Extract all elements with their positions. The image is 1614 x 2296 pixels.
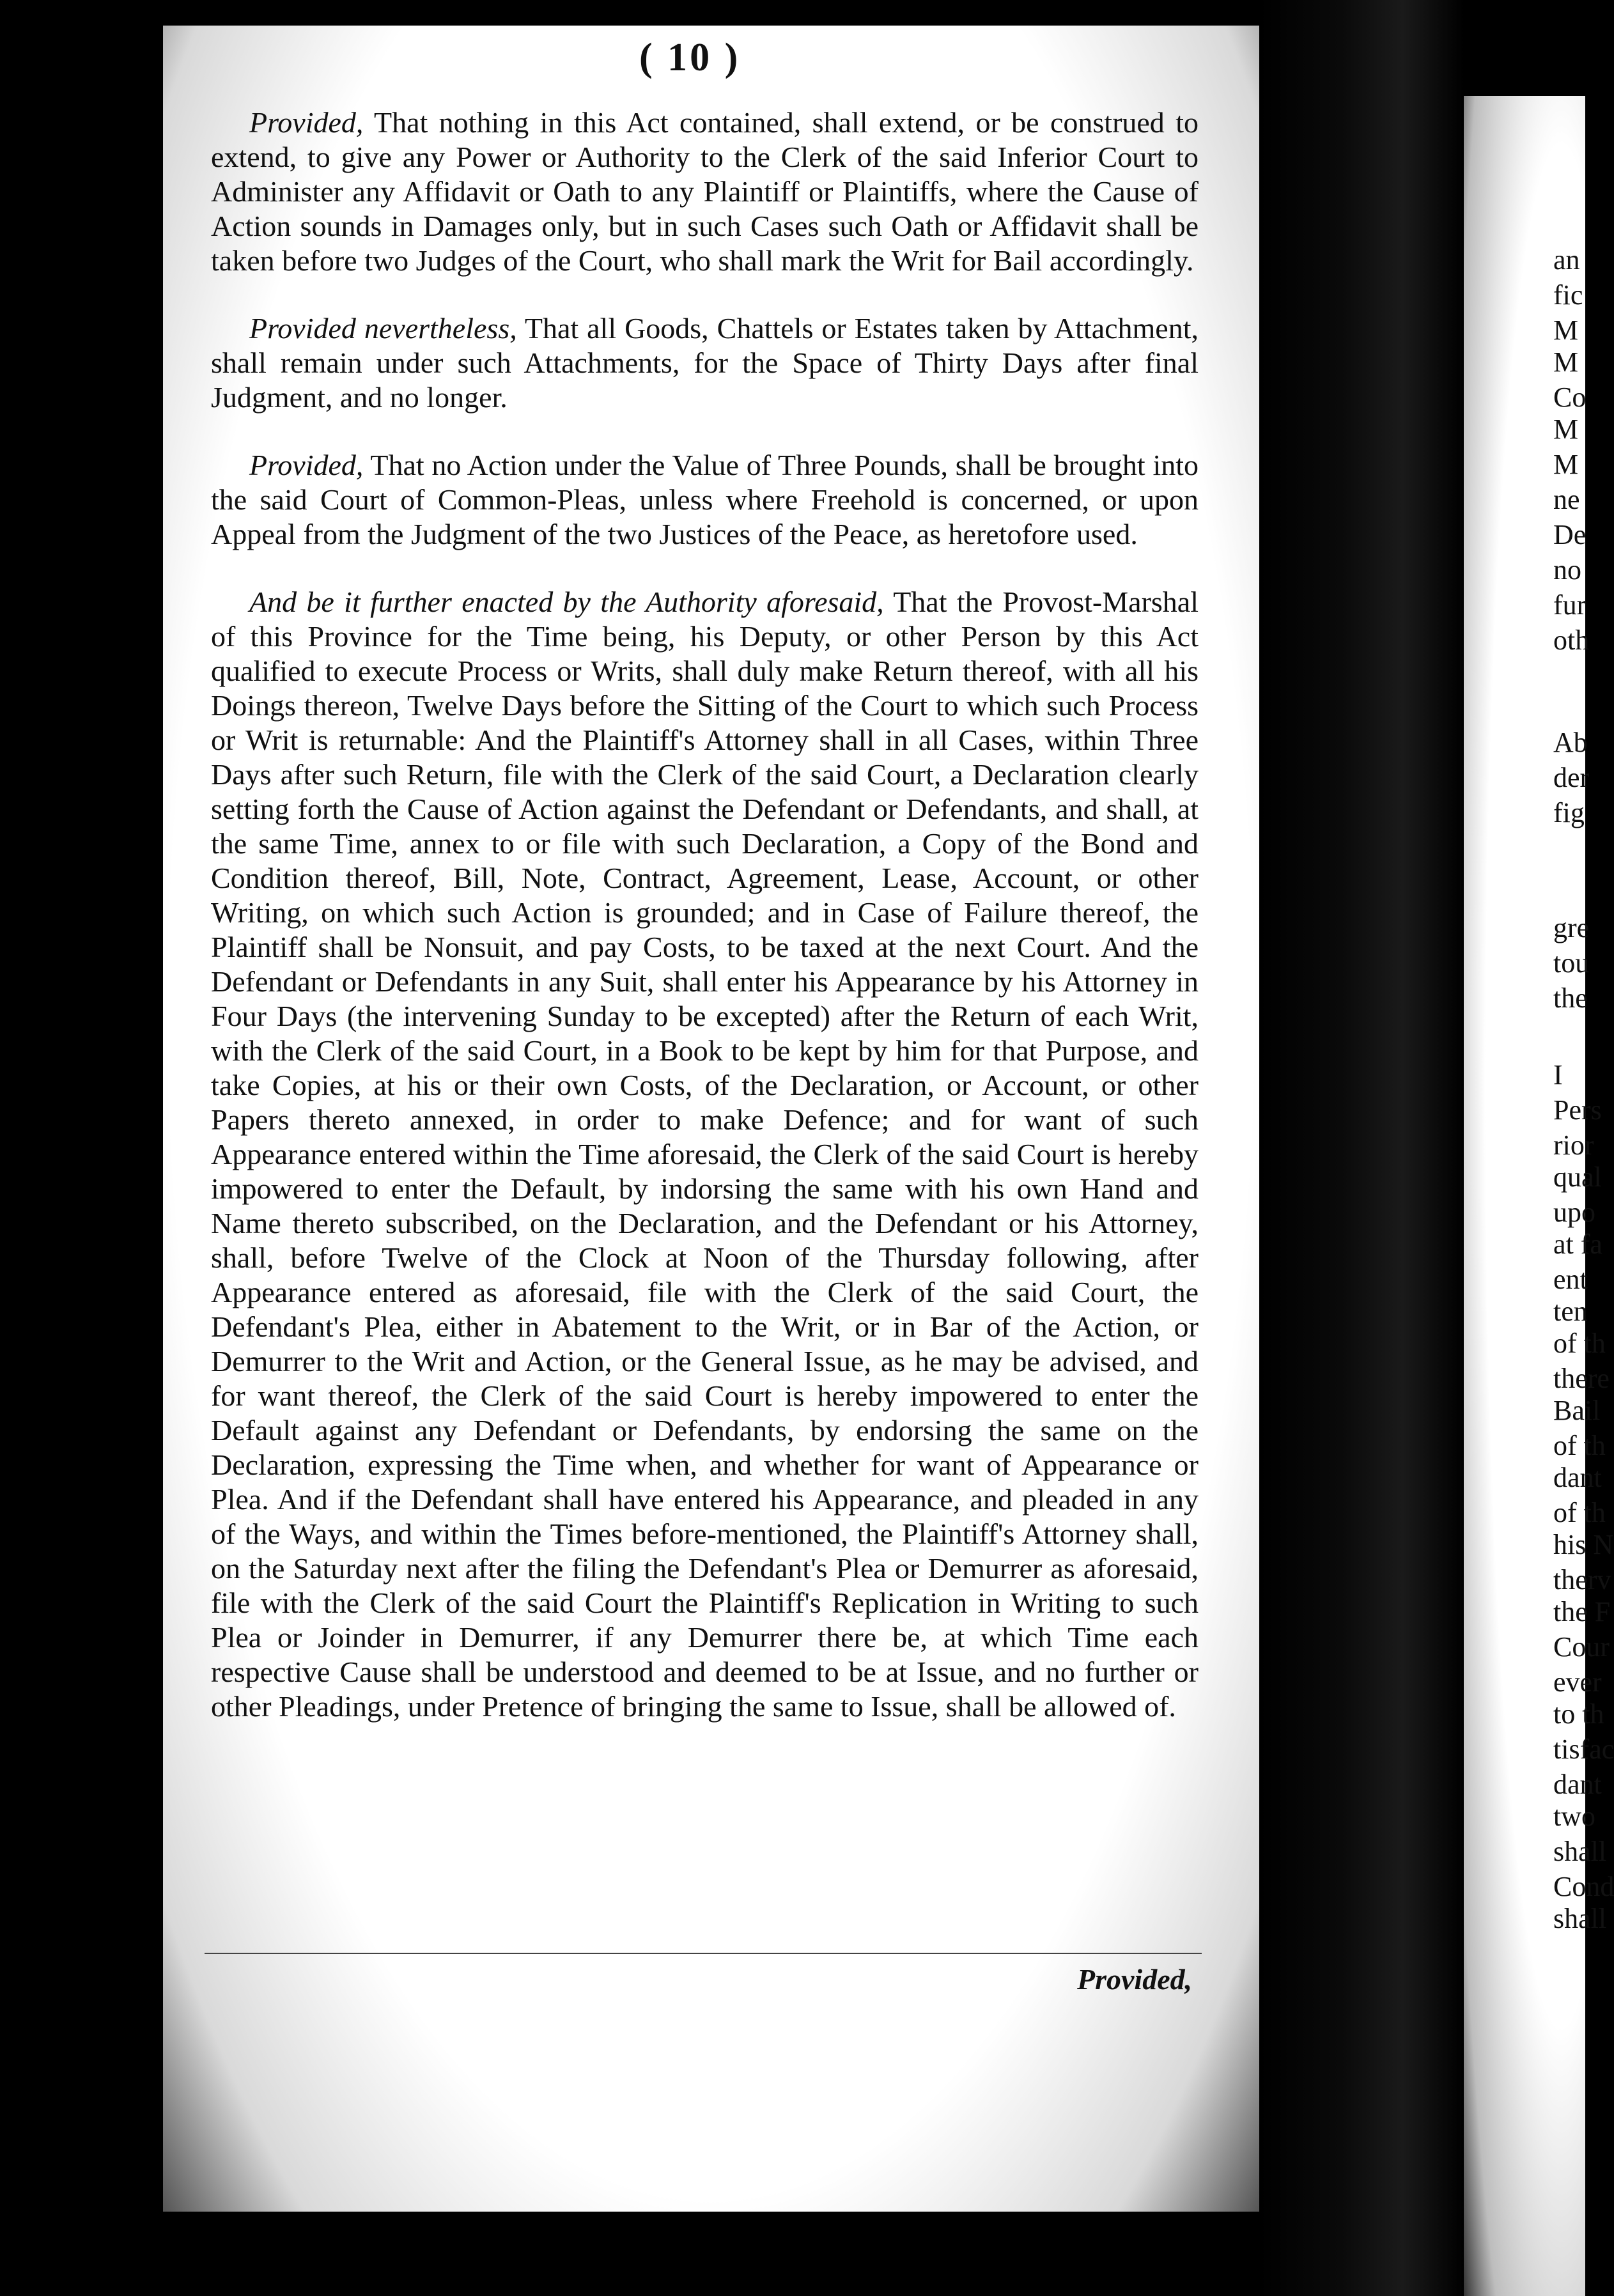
facing-page-line: Cond: [1553, 1871, 1614, 1902]
facing-page-line: there: [1553, 1363, 1610, 1394]
facing-page-line: I: [1553, 1059, 1563, 1090]
facing-page-line: De: [1553, 519, 1587, 550]
facing-page-line: the: [1553, 982, 1588, 1014]
facing-page-line: of th: [1553, 1430, 1606, 1461]
facing-page-line: an: [1553, 244, 1580, 275]
facing-page-line: qual: [1553, 1161, 1602, 1193]
facing-page-line: ever: [1553, 1666, 1602, 1698]
facing-page-line: fic: [1553, 279, 1583, 311]
book-gutter: [1259, 0, 1464, 2296]
paragraph-body: That all Goods, Chattels or Estates taken by Attachment, shall remain under such Attachments, for the Space of Thirty Days after final Judgment, and no longer.: [211, 312, 1199, 414]
facing-page-line: Cour: [1553, 1631, 1610, 1663]
facing-page-line: Co: [1553, 382, 1587, 413]
facing-page-line: ne: [1553, 484, 1580, 515]
facing-page-line: M: [1553, 449, 1579, 480]
facing-page-line: dant: [1553, 1462, 1602, 1493]
paragraph-3: [211, 448, 1199, 552]
facing-page-line: of th: [1553, 1328, 1606, 1359]
facing-page-line: of th: [1553, 1497, 1606, 1528]
paragraph-2: [211, 311, 1199, 415]
facing-page-line: no: [1553, 554, 1581, 586]
facing-page-line: two: [1553, 1801, 1595, 1832]
facing-page-line: tisfac: [1553, 1734, 1614, 1765]
paragraph-body: That no Action under the Value of Three Pounds, shall be brought into the said Court of Common-Pleas, unless where Freehold is concerned, or upon Appeal from the Judgment of the two Justices of the Peace, as heretofore used.: [211, 449, 1199, 550]
facing-page-line: der: [1553, 762, 1590, 793]
facing-page-line: his N: [1553, 1529, 1614, 1560]
facing-page-line: the F: [1553, 1596, 1611, 1627]
paragraph-body: That the Provost-Marshal of this Province for the Time being, his Deputy, or other Person by this Act qualified to execute Process or Writs, shall duly make Return thereof, with all his Doings thereon, Twelve Days before the Sitting of the Court to which such Process or Writ is returnable: And the Plaintiff's Attorney shall in all Cases, within Three Days after such Return, file with the Clerk of the said Court, a Declaration clearly setting forth the Cause of Action against the Defendant or Defendants, and shall, at the same Time, annex to or file with such Declaration, a Copy of the Bond and Condition thereof, Bill, Note, Contract, Agreement, Lease, Account, or other Writing, on which such Action is grounded; and in Case of Failure thereof, the Plaintiff shall be Nonsuit, and pay Costs, to be taxed at the next Court. And the Defendant or Defendants in any Suit, shall enter his Appearance by his Attorney in Four Days (the intervening Sunday to be excepted) after the Return of each Writ, with the Clerk of the said Court, in a Book to be kept by him for that Purpose, and take Copies, at his or their own Costs, of the Declaration, or Account, or other Papers thereto annexed, in order to make Defence; and for want of such Appearance entered within the Time aforesaid, the Clerk of the said Court is hereby impowered to enter the Default, by indorsing the same with his own Hand and Name thereto subscribed, on the Declaration, and the Defendant or his Attorney, shall, before Twelve of the Clock at Noon of the Thursday following, after Appearance entered as aforesaid, file with the Clerk of the said Court, the Defendant's Plea, either in Abatement to the Writ, or in Bar of the Action, or Demurrer to the Writ and Action, or the General Issue, as he may be advised, and for want thereof, the Clerk of the said Court is hereby impowered to enter the Default against any Defendant or Defendants, by endorsing the same on the Declaration, expressing the Time when, and whether for want of Appearance or Plea. And if the Defendant shall have entered his Appearance, and pleaded in any of the Ways, and within the Times before-mentioned, the Plaintiff's Attorney shall, on the Saturday next after the filing the Defendant's Plea or Demurrer as aforesaid, file with the Clerk of the said Court the Plaintiff's Replication in Writing to such Plea or Joinder in Demurrer, if any Demurrer there be, at which Time each respective Cause shall be understood and deemed to be at Issue, and no further or other Pleadings, under Pretence of bringing the same to Issue, shall be allowed of.: [211, 586, 1199, 1723]
paragraph-body: That nothing in this Act contained, shall extend, or be construed to extend, to give any Power or Authority to the Clerk of the said Inferior Court to Administer any Affidavit or Oath to any Plaintiff or Plaintiffs, where the Cause of Action sounds in Damages only, but in such Cases such Oath or Affidavit shall be taken before two Judges of the Court, who shall mark the Writ for Bail accordingly.: [211, 106, 1199, 277]
paragraph-4: [211, 585, 1199, 1724]
facing-page-line: tou: [1553, 947, 1590, 979]
facing-page-line: ent: [1553, 1264, 1588, 1295]
facing-page-line: shall: [1553, 1903, 1607, 1934]
facing-page-line: fig: [1553, 797, 1585, 828]
facing-page-line: fur: [1553, 589, 1587, 621]
facing-page-line: ten: [1553, 1296, 1588, 1327]
bottom-rule: [205, 1953, 1202, 1954]
facing-page-line: shall: [1553, 1836, 1607, 1867]
facing-page-line: dant: [1553, 1769, 1602, 1800]
facing-page-line: rior: [1553, 1129, 1594, 1161]
facing-page-line: M: [1553, 346, 1579, 378]
facing-page-line: at fa: [1553, 1229, 1602, 1260]
facing-page-line: oth: [1553, 624, 1590, 656]
facing-page-line: Bail: [1553, 1395, 1601, 1426]
paragraph-lead: Provided,: [249, 106, 364, 139]
facing-page-line: to th: [1553, 1698, 1604, 1730]
facing-page-line: Ab: [1553, 727, 1588, 758]
paragraph-1: [211, 105, 1199, 278]
facing-page-line: gre: [1553, 912, 1590, 943]
facing-page-line: Pers: [1553, 1094, 1602, 1126]
paragraph-lead: Provided nevertheless,: [249, 312, 517, 345]
paragraph-lead: And be it further enacted by the Authority aforesaid,: [249, 586, 884, 618]
page-number: ( 10 ): [639, 36, 741, 79]
facing-page-line: therv: [1553, 1564, 1611, 1595]
facing-page-line: upo: [1553, 1197, 1595, 1228]
facing-page-line: M: [1553, 414, 1579, 445]
paragraph-lead: Provided,: [249, 449, 364, 481]
catchword: Provided,: [1077, 1963, 1193, 1996]
body-text: [211, 105, 1199, 1724]
facing-page-line: M: [1553, 314, 1579, 346]
